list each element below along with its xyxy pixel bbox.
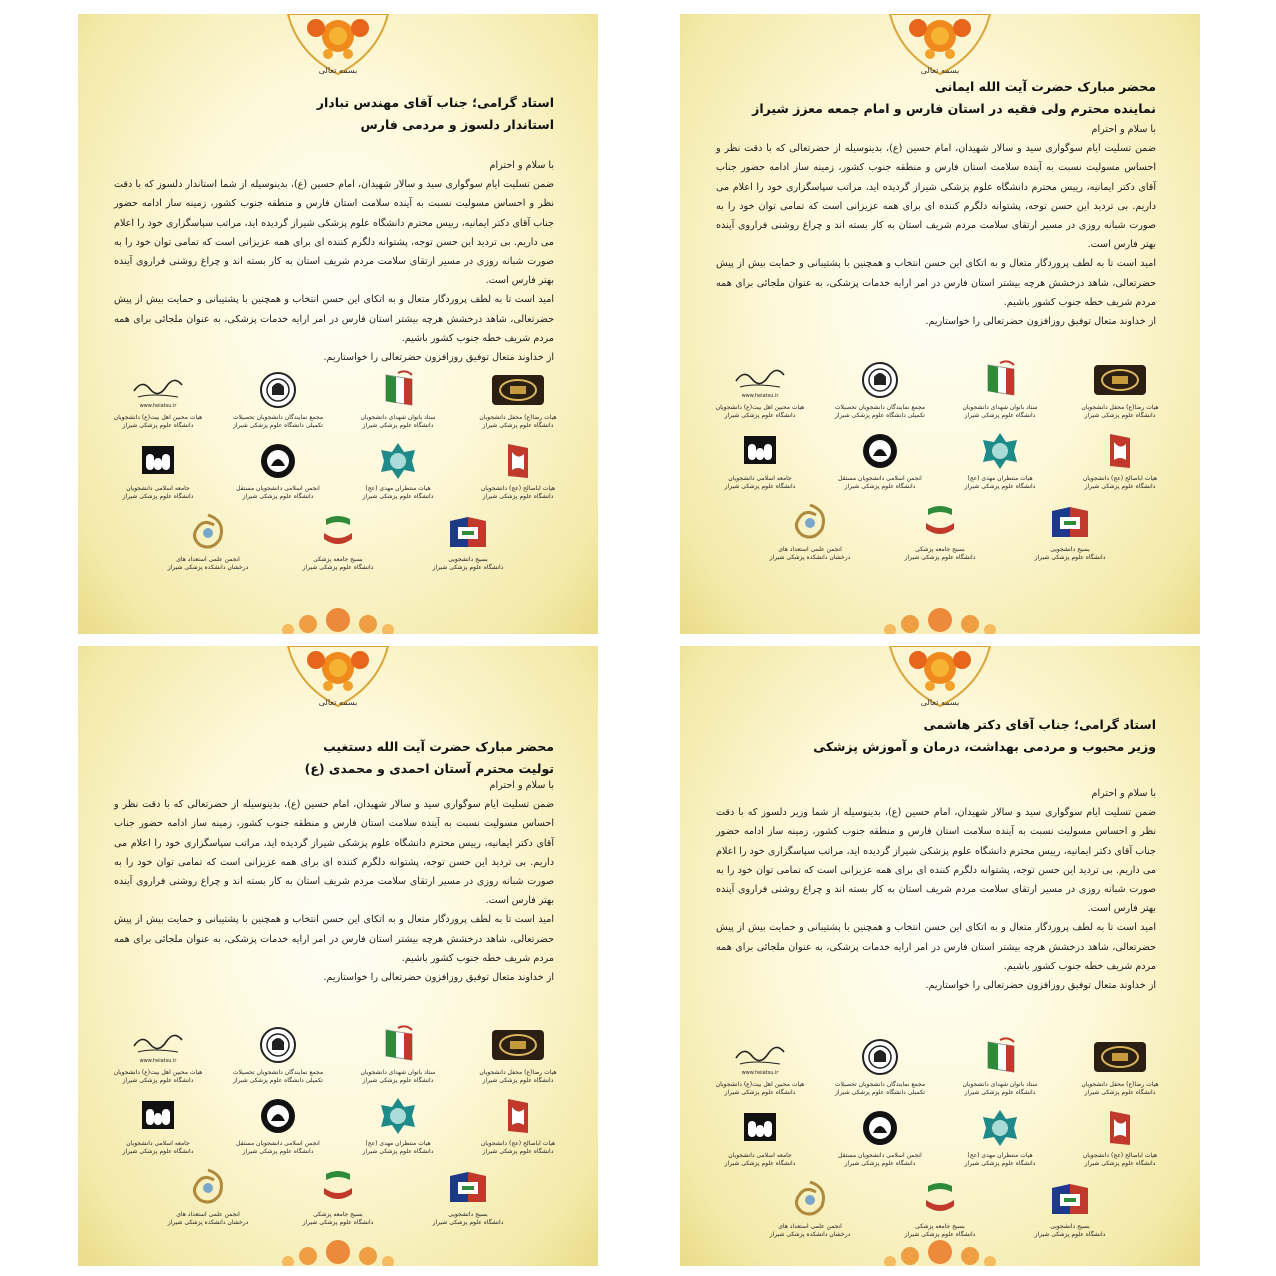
caption-line: هیات اباصالح (عج) دانشجویان (480, 485, 556, 492)
heyat-reza-logo-icon (488, 1024, 548, 1066)
basij-jamee-pezeshki-logo-icon (308, 511, 368, 553)
caption-line: هیات رضا(ع) محفل دانشجویان (1081, 404, 1159, 411)
caption-line: انجمن اسلامی دانشجویان مستقل (236, 1140, 320, 1147)
body-paragraph: از خداوند متعال توفیق روزافزون حضرتعالی را خواستاریم. (323, 972, 554, 984)
logo-caption (108, 1140, 208, 1156)
sponsor-logo (418, 1166, 518, 1227)
sponsor-logo (468, 369, 568, 430)
logo-caption (710, 475, 810, 491)
caption-line: هیات رضا(ع) محفل دانشجویان (1081, 1081, 1159, 1088)
caption-line: ستاد بانوان شهدای دانشجویان (360, 1069, 436, 1076)
logo-caption (228, 1069, 328, 1085)
logo-caption (108, 414, 208, 430)
sponsor-logo (468, 440, 568, 501)
caption-line: هیات رضا(ع) محفل دانشجویان (479, 414, 557, 421)
letter-title (720, 714, 1156, 758)
caption-line: جامعه اسلامی دانشجویان (126, 1140, 190, 1147)
heyat-abasaleh-logo-icon (488, 1095, 548, 1137)
heyat-abasaleh-logo-icon (1090, 1107, 1150, 1149)
letter-body (716, 120, 1156, 331)
sponsor-logo (1070, 430, 1170, 491)
sponsor-logos (108, 369, 568, 582)
sponsor-logo (710, 1036, 810, 1097)
setad-banovan-logo-icon (970, 359, 1030, 401)
caption-line: دانشگاه علوم پزشکی شیراز (302, 1219, 374, 1226)
caption-line: تکمیلی دانشگاه علوم پزشکی شیراز (233, 422, 323, 429)
caption-line: بسیج جامعه پزشکی (915, 546, 965, 553)
title-line: استاد گرامی؛ جناب آقای دکتر هاشمی (923, 717, 1156, 732)
title-line: وزیر محبوب و مردمی بهداشت، درمان و آموزش پزشکی (813, 739, 1156, 754)
body-paragraph: از خداوند متعال توفیق روزافزون حضرتعالی را خواستاریم. (925, 316, 1156, 328)
logo-row (710, 359, 1170, 420)
sponsor-logo (1020, 1178, 1120, 1239)
body-paragraph: از خداوند متعال توفیق روزافزون حضرتعالی را خواستاریم. (925, 980, 1156, 992)
caption-line: بسیج جامعه پزشکی (915, 1223, 965, 1230)
sponsor-logo (348, 369, 448, 430)
body-paragraph: امید است تا به لطف پروردگار متعال و به اتکای این حسن انتخاب و همچنین با پشتیبانی و حمایت بیش از پیش حضرتعالی، شاهد درخشش هرچه بیشتر استان فارس در امر ارایه خدمات پزشکی، به عنوان ملجائی برای همه مردم شریف خطه جنوب کشور باشیم. (716, 922, 1156, 972)
caption-line: مجمع نمایندگان دانشجویان تحصیلات (834, 1081, 926, 1088)
caption-line: دانشگاه علوم پزشکی شیراز (432, 1219, 504, 1226)
heyat-reza-logo-icon (1090, 1036, 1150, 1078)
jamee-eslami-logo-icon (128, 440, 188, 482)
caption-line: جامعه اسلامی دانشجویان (728, 1152, 792, 1159)
body-paragraph: امید است تا به لطف پروردگار متعال و به اتکای این حسن انتخاب و همچنین با پشتیبانی و حمایت بیش از پیش حضرتعالی، شاهد درخشش هرچه بیشتر استان فارس در امر ارایه خدمات پزشکی، به عنوان ملجائی برای همه مردم شریف خطه جنوب کشور باشیم. (114, 294, 554, 344)
logo-caption (348, 1069, 448, 1085)
caption-line: درخشان دانشکده پزشکی شیراز (167, 1219, 249, 1226)
jamee-eslami-logo-icon (730, 430, 790, 472)
letter-body (716, 784, 1156, 995)
caption-line: دانشگاه علوم پزشکی شیراز (122, 422, 194, 429)
sponsor-logo (468, 1095, 568, 1156)
salutation: با سلام و احترام (1091, 788, 1156, 799)
caption-line: دانشگاه علوم پزشکی شیراز (1034, 1231, 1106, 1238)
caption-line: درخشان دانشکده پزشکی شیراز (769, 554, 851, 561)
svg-text:www.heiatsu.ir: www.heiatsu.ir (741, 393, 779, 399)
caption-line: انجمن اسلامی دانشجویان مستقل (838, 475, 922, 482)
body-paragraph: امید است تا به لطف پروردگار متعال و به اتکای این حسن انتخاب و همچنین با پشتیبانی و حمایت بیش از پیش حضرتعالی، شاهد درخشش هرچه بیشتر استان فارس در امر ارایه خدمات پزشکی، به عنوان ملجائی برای همه مردم شریف خطه جنوب کشور باشیم. (114, 914, 554, 964)
caption-line: انجمن اسلامی دانشجویان مستقل (236, 485, 320, 492)
caption-line: دانشگاه علوم پزشکی شیراز (362, 1148, 434, 1155)
sponsor-logo (830, 1036, 930, 1097)
body-paragraph: ضمن تسلیت ایام سوگواری سید و سالار شهیدان، امام حسین (ع)، بدینوسیله از حضرتعالی که با دقت نظر و احساس مسولیت نسبت به آینده سلامت استان فارس و منطقه جنوب کشور، زمینه ساز ادامه حضور جناب آقای دکتر ایمانیه، رییس محترم دانشگاه علوم پزشکی شیراز گردیده اید، مراتب سپاسگزاری خود را اعلام می داریم. بی تردید این حسن توجه، پشتوانه دلگرم کننده ای برای همه عزیزانی است که تمامی توان خود را به صورت شبانه روزی در مسیر ارتقای سلامت مردم شریف استان به کار بسته اند و چراغ روشنی فراروی آینده بهتر فارس است. (114, 799, 554, 907)
sponsor-logo (158, 511, 258, 572)
logo-row (108, 1166, 568, 1227)
anjoman-mostaghel-logo-icon (248, 1095, 308, 1137)
sponsor-logo (348, 440, 448, 501)
heyat-ahlebeit-logo-icon (128, 369, 188, 411)
logo-caption (158, 556, 258, 572)
body-paragraph: از خداوند متعال توفیق روزافزون حضرتعالی را خواستاریم. (323, 352, 554, 364)
caption-line: دانشگاه علوم پزشکی شیراز (964, 412, 1036, 419)
heyat-abasaleh-logo-icon (488, 440, 548, 482)
sponsor-logo (228, 440, 328, 501)
letter-title (118, 92, 554, 136)
sponsor-logo (710, 1107, 810, 1168)
logo-row (108, 369, 568, 430)
caption-line: انجمن علمی استعداد های (176, 1211, 240, 1218)
caption-line: دانشگاه علوم پزشکی شیراز (1084, 412, 1156, 419)
logo-caption (108, 1069, 208, 1085)
heyat-montazeran-logo-icon (368, 440, 428, 482)
heyat-montazeran-logo-icon (368, 1095, 428, 1137)
heyat-montazeran-logo-icon (970, 430, 1030, 472)
setad-banovan-logo-icon (368, 369, 428, 411)
sponsor-logo (760, 1178, 860, 1239)
sponsor-logo (1070, 359, 1170, 420)
caption-line: بسیج دانشجویی (448, 1211, 488, 1218)
caption-line: انجمن علمی استعداد های (778, 546, 842, 553)
logo-caption (348, 1140, 448, 1156)
sponsor-logo (1020, 501, 1120, 562)
basmala: بسمه تعالی (318, 66, 358, 75)
sponsor-logo (288, 511, 388, 572)
caption-line: هیات اباصالح (عج) دانشجویان (480, 1140, 556, 1147)
sponsor-logo (830, 359, 930, 420)
caption-line: دانشگاه علوم پزشکی شیراز (844, 1160, 916, 1167)
basij-daneshjoei-logo-icon (438, 1166, 498, 1208)
logo-caption (950, 1152, 1050, 1168)
floral-bottom-icon (268, 594, 408, 634)
salutation: با سلام و احترام (489, 780, 554, 791)
logo-caption (468, 414, 568, 430)
logo-caption (468, 1140, 568, 1156)
logo-caption (228, 1140, 328, 1156)
sponsor-logos (710, 1036, 1170, 1249)
salutation: با سلام و احترام (489, 160, 554, 171)
title-line: محضر مبارک حضرت آیت الله دستغیب (323, 739, 554, 754)
logo-caption (468, 1069, 568, 1085)
caption-line: هیات محبین اهل بیت(ع) دانشجویان (113, 414, 203, 421)
logo-row (108, 1024, 568, 1085)
caption-line: دانشگاه علوم پزشکی شیراز (302, 564, 374, 571)
sponsor-logo (1070, 1036, 1170, 1097)
sponsor-logo (108, 369, 208, 430)
logo-caption (418, 1211, 518, 1227)
caption-line: دانشگاه علوم پزشکی شیراز (482, 422, 554, 429)
logo-row (108, 511, 568, 572)
logo-caption (228, 485, 328, 501)
logo-caption (1070, 475, 1170, 491)
heyat-ahlebeit-logo-icon (128, 1024, 188, 1066)
floral-bottom-icon (870, 594, 1010, 634)
caption-line: تکمیلی دانشگاه علوم پزشکی شیراز (835, 412, 925, 419)
setad-banovan-logo-icon (368, 1024, 428, 1066)
title-line: استاد گرامی؛ جناب آقای مهندس تبادار (316, 95, 554, 110)
sponsor-logo (830, 430, 930, 491)
logo-caption (760, 1223, 860, 1239)
sponsor-logo (108, 1024, 208, 1085)
caption-line: دانشگاه علوم پزشکی شیراز (724, 412, 796, 419)
anjoman-elmi-logo-icon (780, 501, 840, 543)
sponsor-logos (108, 1024, 568, 1237)
caption-line: دانشگاه علوم پزشکی شیراز (724, 483, 796, 490)
caption-line: تکمیلی دانشگاه علوم پزشکی شیراز (233, 1077, 323, 1084)
caption-line: انجمن علمی استعداد های (778, 1223, 842, 1230)
heyat-reza-logo-icon (1090, 359, 1150, 401)
logo-caption (1070, 1152, 1170, 1168)
logo-row (710, 1107, 1170, 1168)
caption-line: هیات اباصالح (عج) دانشجویان (1082, 475, 1158, 482)
caption-line: ستاد بانوان شهدای دانشجویان (962, 1081, 1038, 1088)
svg-text:www.heiatsu.ir: www.heiatsu.ir (139, 1058, 177, 1064)
heyat-abasaleh-logo-icon (1090, 430, 1150, 472)
caption-line: انجمن علمی استعداد های (176, 556, 240, 563)
logo-caption (288, 556, 388, 572)
caption-line: دانشگاه علوم پزشکی شیراز (724, 1089, 796, 1096)
caption-line: بسیج دانشجویی (1050, 1223, 1090, 1230)
caption-line: دانشگاه علوم پزشکی شیراز (724, 1160, 796, 1167)
sponsor-logo (108, 440, 208, 501)
sponsor-logo (108, 1095, 208, 1156)
sponsor-logo (228, 369, 328, 430)
logo-caption (468, 485, 568, 501)
sponsor-logo (950, 430, 1050, 491)
logo-caption (830, 404, 930, 420)
sponsor-logo (418, 511, 518, 572)
caption-line: دانشگاه علوم پزشکی شیراز (122, 1148, 194, 1155)
logo-caption (228, 414, 328, 430)
caption-line: دانشگاه علوم پزشکی شیراز (1084, 1160, 1156, 1167)
majma-namayandegan-logo-icon (850, 1036, 910, 1078)
svg-text:www.heiatsu.ir: www.heiatsu.ir (741, 1070, 779, 1076)
sponsor-logo (348, 1024, 448, 1085)
caption-line: دانشگاه علوم پزشکی شیراز (242, 1148, 314, 1155)
caption-line: ستاد بانوان شهدای دانشجویان (360, 414, 436, 421)
logo-caption (950, 475, 1050, 491)
letter-panel (680, 14, 1200, 634)
caption-line: بسیج جامعه پزشکی (313, 1211, 363, 1218)
anjoman-mostaghel-logo-icon (248, 440, 308, 482)
sponsor-logo (830, 1107, 930, 1168)
caption-line: بسیج دانشجویی (448, 556, 488, 563)
heyat-reza-logo-icon (488, 369, 548, 411)
caption-line: دانشگاه علوم پزشکی شیراز (1034, 554, 1106, 561)
svg-text:www.heiatsu.ir: www.heiatsu.ir (139, 403, 177, 409)
caption-line: هیات منتظران مهدی (عج) (365, 1140, 431, 1147)
caption-line: مجمع نمایندگان دانشجویان تحصیلات (232, 1069, 324, 1076)
title-line: استاندار دلسوز و مردمی فارس (360, 117, 554, 132)
sponsor-logo (228, 1095, 328, 1156)
floral-bottom-icon (268, 1226, 408, 1266)
caption-line: درخشان دانشکده پزشکی شیراز (769, 1231, 851, 1238)
caption-line: دانشگاه علوم پزشکی شیراز (362, 1077, 434, 1084)
floral-bottom-icon (870, 1226, 1010, 1266)
jamee-eslami-logo-icon (128, 1095, 188, 1137)
logo-caption (1070, 404, 1170, 420)
sponsor-logo (348, 1095, 448, 1156)
caption-line: درخشان دانشکده پزشکی شیراز (167, 564, 249, 571)
title-line: تولیت محترم آستان احمدی و محمدی (ع) (304, 761, 554, 776)
basmala: بسمه تعالی (920, 698, 960, 707)
caption-line: بسیج جامعه پزشکی (313, 556, 363, 563)
caption-line: ستاد بانوان شهدای دانشجویان (962, 404, 1038, 411)
caption-line: تکمیلی دانشگاه علوم پزشکی شیراز (835, 1089, 925, 1096)
setad-banovan-logo-icon (970, 1036, 1030, 1078)
letter-title (720, 76, 1156, 120)
caption-line: مجمع نمایندگان دانشجویان تحصیلات (232, 414, 324, 421)
caption-line: هیات محبین اهل بیت(ع) دانشجویان (715, 404, 805, 411)
sponsor-logos (710, 359, 1170, 572)
body-paragraph: ضمن تسلیت ایام سوگواری سید و سالار شهیدان، امام حسین (ع)، بدینوسیله از شما استاندار دلسوز که با دقت نظر و احساس مسولیت نسبت به آینده سلامت استان فارس و منطقه جنوب کشور، زمینه ساز ادامه حضور جناب آقای دکتر ایمانیه، رییس محترم دانشگاه علوم پزشکی شیراز گردیده اید، مراتب سپاسگزاری خود را اعلام می داریم. بی تردید این حسن توجه، پشتوانه دلگرم کننده ای برای همه عزیزانی است که تمامی توان خود را به صورت شبانه روزی در مسیر ارتقای سلامت مردم شریف استان به کار بسته اند و چراغ روشنی فراروی آینده بهتر فارس است. (114, 179, 554, 287)
sponsor-logo (760, 501, 860, 562)
anjoman-mostaghel-logo-icon (850, 1107, 910, 1149)
body-paragraph: امید است تا به لطف پروردگار متعال و به اتکای این حسن انتخاب و همچنین با پشتیبانی و حمایت بیش از پیش حضرتعالی، شاهد درخشش هرچه بیشتر استان فارس در امر ارایه خدمات پزشکی، به عنوان ملجائی برای همه مردم شریف خطه جنوب کشور باشیم. (716, 258, 1156, 308)
logo-caption (950, 1081, 1050, 1097)
title-line: نماینده محترم ولی فقیه در استان فارس و امام جمعه معزز شیراز (752, 101, 1156, 116)
logo-row (710, 1036, 1170, 1097)
logo-caption (1070, 1081, 1170, 1097)
sponsor-logo (468, 1024, 568, 1085)
logo-caption (950, 404, 1050, 420)
sponsor-logo (228, 1024, 328, 1085)
logo-caption (710, 1081, 810, 1097)
heyat-ahlebeit-logo-icon (730, 1036, 790, 1078)
basij-jamee-pezeshki-logo-icon (910, 501, 970, 543)
basij-daneshjoei-logo-icon (1040, 1178, 1100, 1220)
logo-caption (1020, 546, 1120, 562)
caption-line: جامعه اسلامی دانشجویان (728, 475, 792, 482)
majma-namayandegan-logo-icon (248, 1024, 308, 1066)
basij-jamee-pezeshki-logo-icon (308, 1166, 368, 1208)
logo-caption (1020, 1223, 1120, 1239)
basij-jamee-pezeshki-logo-icon (910, 1178, 970, 1220)
caption-line: دانشگاه علوم پزشکی شیراز (1084, 483, 1156, 490)
caption-line: هیات منتظران مهدی (عج) (967, 475, 1033, 482)
caption-line: دانشگاه علوم پزشکی شیراز (904, 1231, 976, 1238)
sponsor-logo (158, 1166, 258, 1227)
logo-caption (710, 1152, 810, 1168)
body-paragraph: ضمن تسلیت ایام سوگواری سید و سالار شهیدان، امام حسین (ع)، بدینوسیله از شما وزیر دلسوز که با دقت نظر و احساس مسولیت نسبت به آینده سلامت استان فارس و منطقه جنوب کشور، زمینه ساز ادامه حضور جناب آقای دکتر ایمانیه، رییس محترم دانشگاه علوم پزشکی شیراز گردیده اید، مراتب سپاسگزاری خود را اعلام می داریم. بی تردید این حسن توجه، پشتوانه دلگرم کننده ای برای همه عزیزانی است که تمامی توان خود را به صورت شبانه روزی در مسیر ارتقای سلامت مردم شریف استان به کار بسته اند و چراغ روشنی فراروی آینده بهتر فارس است. (716, 807, 1156, 915)
sponsor-logo (950, 1036, 1050, 1097)
caption-line: هیات منتظران مهدی (عج) (967, 1152, 1033, 1159)
sponsor-logo (890, 501, 990, 562)
heyat-ahlebeit-logo-icon (730, 359, 790, 401)
jamee-eslami-logo-icon (730, 1107, 790, 1149)
caption-line: هیات اباصالح (عج) دانشجویان (1082, 1152, 1158, 1159)
caption-line: دانشگاه علوم پزشکی شیراز (362, 493, 434, 500)
logo-caption (348, 414, 448, 430)
basij-daneshjoei-logo-icon (1040, 501, 1100, 543)
logo-caption (348, 485, 448, 501)
letter-panel (78, 14, 598, 634)
anjoman-elmi-logo-icon (178, 1166, 238, 1208)
caption-line: هیات منتظران مهدی (عج) (365, 485, 431, 492)
caption-line: هیات محبین اهل بیت(ع) دانشجویان (715, 1081, 805, 1088)
caption-line: دانشگاه علوم پزشکی شیراز (904, 554, 976, 561)
sponsor-logo (710, 430, 810, 491)
logo-row (108, 440, 568, 501)
sponsor-logo (950, 1107, 1050, 1168)
caption-line: دانشگاه علوم پزشکی شیراز (482, 493, 554, 500)
logo-caption (830, 1081, 930, 1097)
caption-line: هیات رضا(ع) محفل دانشجویان (479, 1069, 557, 1076)
logo-row (710, 501, 1170, 562)
caption-line: دانشگاه علوم پزشکی شیراز (844, 483, 916, 490)
caption-line: دانشگاه علوم پزشکی شیراز (432, 564, 504, 571)
majma-namayandegan-logo-icon (850, 359, 910, 401)
caption-line: دانشگاه علوم پزشکی شیراز (964, 483, 1036, 490)
logo-caption (830, 475, 930, 491)
logo-caption (890, 546, 990, 562)
logo-caption (288, 1211, 388, 1227)
caption-line: دانشگاه علوم پزشکی شیراز (122, 1077, 194, 1084)
logo-caption (158, 1211, 258, 1227)
anjoman-mostaghel-logo-icon (850, 430, 910, 472)
anjoman-elmi-logo-icon (178, 511, 238, 553)
caption-line: هیات محبین اهل بیت(ع) دانشجویان (113, 1069, 203, 1076)
caption-line: دانشگاه علوم پزشکی شیراز (362, 422, 434, 429)
caption-line: مجمع نمایندگان دانشجویان تحصیلات (834, 404, 926, 411)
logo-caption (830, 1152, 930, 1168)
title-line: محضر مبارک حضرت آیت الله ایمانی (934, 79, 1156, 94)
sponsor-logo (1070, 1107, 1170, 1168)
letter-panel (680, 646, 1200, 1266)
logo-caption (108, 485, 208, 501)
sponsor-logo (710, 359, 810, 420)
logo-caption (418, 556, 518, 572)
caption-line: دانشگاه علوم پزشکی شیراز (482, 1148, 554, 1155)
letter-title (118, 736, 554, 780)
body-paragraph: ضمن تسلیت ایام سوگواری سید و سالار شهیدان، امام حسین (ع)، بدینوسیله از حضرتعالی که با دقت نظر و احساس مسولیت نسبت به آینده سلامت استان فارس و منطقه جنوب کشور، زمینه ساز ادامه حضور جناب آقای دکتر ایمانیه، رییس محترم دانشگاه علوم پزشکی شیراز گردیده اید، مراتب سپاسگزاری خود را اعلام می داریم. بی تردید این حسن توجه، پشتوانه دلگرم کننده ای برای همه عزیزانی است که تمامی توان خود را به صورت شبانه روزی در مسیر ارتقای سلامت مردم شریف استان به کار بسته اند و چراغ روشنی فراروی آینده بهتر فارس است. (716, 143, 1156, 251)
basij-daneshjoei-logo-icon (438, 511, 498, 553)
caption-line: دانشگاه علوم پزشکی شیراز (242, 493, 314, 500)
basmala: بسمه تعالی (318, 698, 358, 707)
caption-line: دانشگاه علوم پزشکی شیراز (482, 1077, 554, 1084)
caption-line: بسیج دانشجویی (1050, 546, 1090, 553)
caption-line: دانشگاه علوم پزشکی شیراز (122, 493, 194, 500)
caption-line: دانشگاه علوم پزشکی شیراز (1084, 1089, 1156, 1096)
anjoman-elmi-logo-icon (780, 1178, 840, 1220)
letter-panel (78, 646, 598, 1266)
letter-body (114, 776, 554, 987)
logo-row (108, 1095, 568, 1156)
logo-row (710, 430, 1170, 491)
caption-line: دانشگاه علوم پزشکی شیراز (964, 1160, 1036, 1167)
caption-line: دانشگاه علوم پزشکی شیراز (964, 1089, 1036, 1096)
caption-line: انجمن اسلامی دانشجویان مستقل (838, 1152, 922, 1159)
caption-line: جامعه اسلامی دانشجویان (126, 485, 190, 492)
salutation: با سلام و احترام (1091, 124, 1156, 135)
sponsor-logo (288, 1166, 388, 1227)
letter-body (114, 156, 554, 367)
heyat-montazeran-logo-icon (970, 1107, 1030, 1149)
logo-caption (710, 404, 810, 420)
majma-namayandegan-logo-icon (248, 369, 308, 411)
sponsor-logo (950, 359, 1050, 420)
logo-caption (760, 546, 860, 562)
basmala: بسمه تعالی (920, 66, 960, 75)
